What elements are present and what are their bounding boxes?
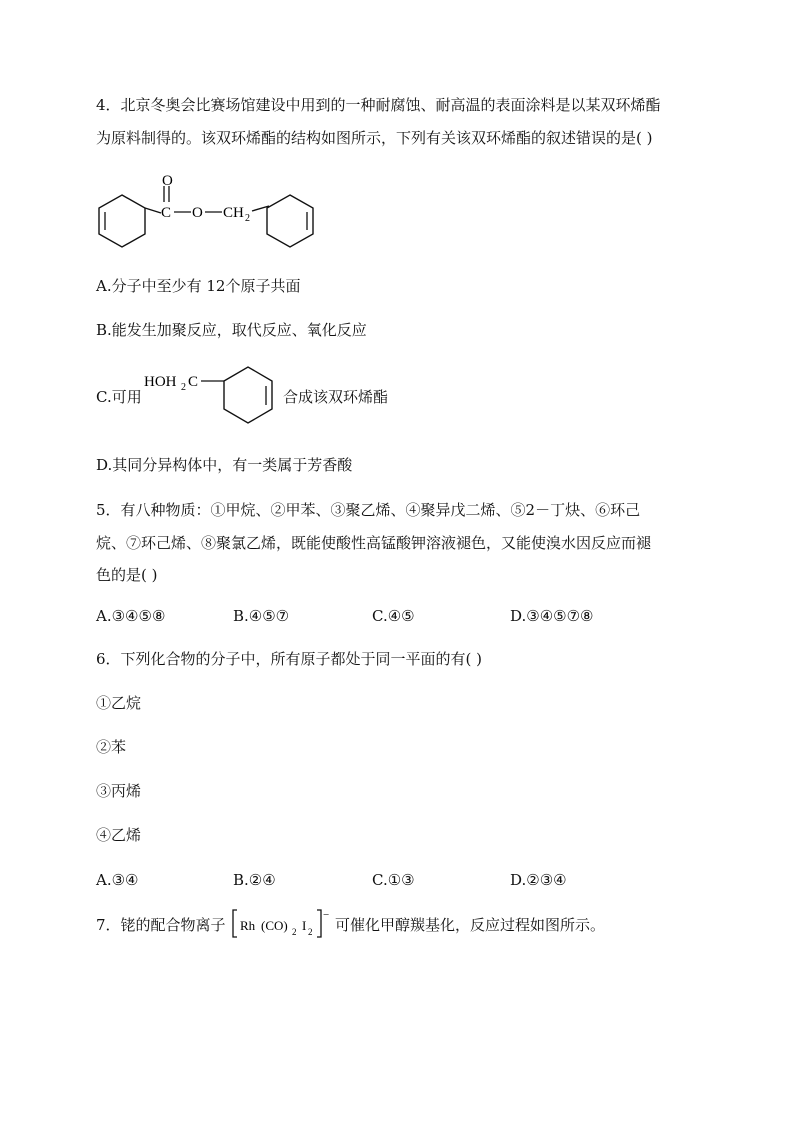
iodide-label: I (302, 918, 307, 933)
q4-option-c-suffix: 合成该双环烯酯 (283, 388, 389, 406)
q4-option-d: D.其同分异构体中，有一类属于芳香酸 (96, 456, 353, 474)
hydroxymethyl-carbon-label: C (188, 374, 199, 390)
q4-option-c-structure (140, 362, 290, 434)
q5-stem-line3: 色的是( ) (96, 566, 158, 584)
q6-item-1: ①乙烷 (96, 694, 142, 712)
q7-complex-formula (231, 907, 333, 941)
q6-item-2: ②苯 (96, 738, 127, 756)
q4-option-a: A.分子中至少有 12个原子共面 (96, 277, 301, 295)
q4-stem-line1: 4．北京冬奥会比赛场馆建设中用到的一种耐腐蚀、耐高温的表面涂料是以某双环烯酯 (96, 96, 661, 114)
q5-option-b: B.④⑤⑦ (233, 607, 290, 625)
hydroxymethyl-subscript: 2 (181, 382, 186, 393)
methylene-subscript: 2 (245, 213, 250, 224)
q6-option-d: D.②③④ (510, 871, 567, 889)
iodide-subscript: 2 (308, 927, 313, 937)
rhodium-label: Rh (240, 918, 256, 933)
hydroxymethyl-label: HOH (144, 374, 177, 390)
methylene-label: CH (223, 205, 244, 221)
q5-stem-line1: 5．有八种物质：①甲烷、②甲苯、③聚乙烯、④聚异戊二烯、⑤2－丁炔、⑥环己 (96, 501, 641, 519)
q6-item-3: ③丙烯 (96, 782, 142, 800)
q6-stem: 6．下列化合物的分子中，所有原子都处于同一平面的有( ) (96, 650, 483, 668)
carbonyl-ligand-label: (CO) (261, 918, 288, 933)
q5-option-a: A.③④⑤⑧ (96, 607, 166, 625)
q6-option-a: A.③④ (96, 871, 139, 889)
carbonyl-oxygen-label: O (162, 173, 173, 189)
q5-option-d: D.③④⑤⑦⑧ (510, 607, 594, 625)
ester-oxygen-label: O (192, 205, 203, 221)
q6-option-c: C.①③ (372, 871, 415, 889)
q7-prefix: 7．铑的配合物离子 (96, 916, 226, 934)
q4-option-c-prefix: C.可用 (96, 388, 142, 406)
q6-option-b: B.②④ (233, 871, 276, 889)
q4-option-b: B.能发生加聚反应，取代反应、氧化反应 (96, 321, 367, 339)
carbonyl-carbon-label: C (161, 205, 172, 221)
charge-label: − (323, 909, 330, 921)
q7-suffix: 可催化甲醇羰基化，反应过程如图所示。 (335, 916, 606, 934)
q4-structure-diagram (90, 168, 340, 258)
q4-stem-line2: 为原料制得的。该双环烯酯的结构如图所示，下列有关该双环烯酯的叙述错误的是( ) (96, 129, 653, 147)
q6-item-4: ④乙烯 (96, 826, 142, 844)
carbonyl-subscript: 2 (292, 927, 297, 937)
q5-stem-line2: 烷、⑦环己烯、⑧聚氯乙烯，既能使酸性高锰酸钾溶液褪色，又能使溴水因反应而褪 (96, 534, 652, 552)
q5-option-c: C.④⑤ (372, 607, 415, 625)
